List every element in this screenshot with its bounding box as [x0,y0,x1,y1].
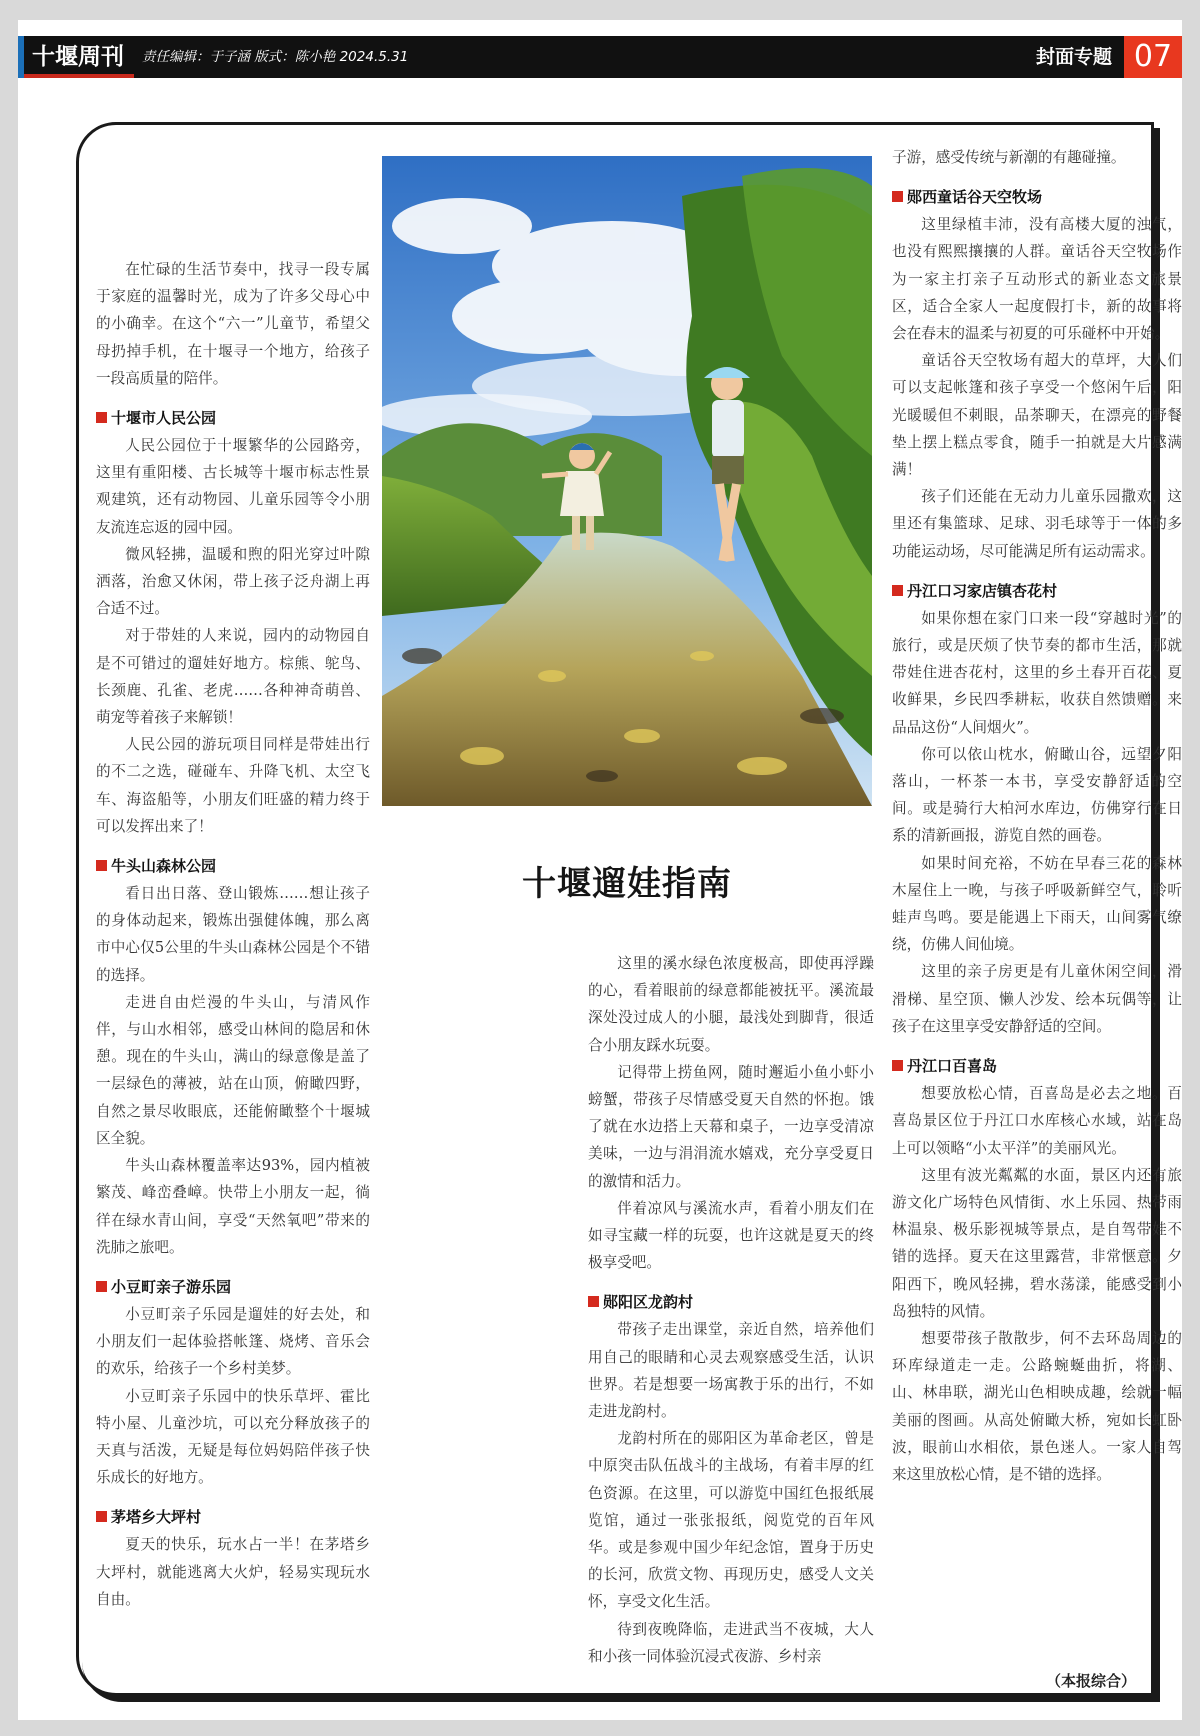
section-marker-icon [892,191,903,202]
paragraph: 看日出日落、登山锻炼……想让孩子的身体动起来，锻炼出强健体魄，那么离市中心仅5公里的牛头山森林公园是个不错的选择。 [96,885,370,984]
paragraph: 如果你想在家门口来一段“穿越时光”的旅行，或是厌烦了快节奏的都市生活，那就带娃住进杏花村，这里的乡土春开百花、夏收鲜果，乡民四季耕耘，收获自然馈赠。来品品这份“人间烟火”。 [892,609,1182,736]
page-number-badge: 07 [1124,36,1182,78]
section-heading-dapingcun: 茅塔乡大坪村 [96,1503,370,1531]
section-heading-renmin-park: 十堰市人民公园 [96,404,370,432]
column-1 [96,256,370,1613]
section-marker-icon [892,1060,903,1071]
section-heading-xinghuacun: 丹江口习家店镇杏花村 [892,577,1182,605]
section-marker-icon [96,1511,107,1522]
article-headline: 十堰遛娃指南 [522,864,732,904]
paragraph: 想要带孩子散散步，何不去环岛周边的环库绿道走一走。公路蜿蜒曲折，将湖、山、林串联，湖光山色相映成趣，绘就一幅美丽的图画。从高处俯瞰大桥，宛如长虹卧波，眼前山水相依，景色迷人。一家人自驾来这里放松心情，是不错的选择。 [892,1329,1182,1483]
paragraph: 记得带上捞鱼网，随时邂逅小鱼小虾小螃蟹，带孩子尽情感受夏天自然的怀抱。饿了就在水边搭上天幕和桌子，一边享受清凉美味，一边与涓涓流水嬉戏，充分享受夏日的激情和活力。 [588,1063,874,1190]
paragraph: 想要放松心情，百喜岛是必去之地。百喜岛景区位于丹江口水库核心水域，站在岛上可以领略“小太平洋”的美丽风光。 [892,1085,1182,1157]
section-heading-longyuncun: 郧阳区龙韵村 [588,1288,874,1316]
section-heading-tianhuagu: 郧西童话谷天空牧场 [892,183,1182,211]
editor-credits: 责任编辑：于子涵 版式：陈小艳 2024.5.31 [142,49,409,65]
section-marker-icon [96,1281,107,1292]
masthead-title: 十堰周刊 [32,43,124,70]
paragraph: 牛头山森林覆盖率达93%，园内植被繁茂、峰峦叠嶂。快带上小朋友一起，徜徉在绿水青山间，享受“天然氧吧”带来的洗肺之旅吧。 [96,1157,370,1256]
section-marker-icon [96,860,107,871]
paragraph: 对于带娃的人来说，园内的动物园自是不可错过的遛娃好地方。棕熊、鸵鸟、长颈鹿、孔雀、老虎……各种神奇萌兽、萌宠等着孩子来解锁！ [96,627,370,727]
section-heading-xiaodouting: 小豆町亲子游乐园 [96,1273,370,1301]
section-heading-niutoushan: 牛头山森林公园 [96,852,370,880]
paragraph: 伴着凉风与溪流水声，看着小朋友们在如寻宝藏一样的玩耍，也许这就是夏天的终极享受吧。 [588,1199,874,1272]
header-red-underline [24,74,134,78]
paragraph: 孩子们还能在无动力儿童乐园撒欢，这里还有集篮球、足球、羽毛球等于一体的多功能运动场，尽可能满足所有运动需求。 [892,488,1182,560]
paragraph: 人民公园的游玩项目同样是带娃出行的不二之选，碰碰车、升降飞机、太空飞车、海盗船等，小朋友们旺盛的精力终于可以发挥出来了！ [96,736,370,835]
paragraph: 待到夜晚降临，走进武当不夜城，大人和小孩一同体验沉浸式夜游、乡村亲 [588,1620,874,1665]
header-accent-bar [18,36,24,78]
paragraph: 这里的亲子房更是有儿童休闲空间，滑滑梯、星空顶、懒人沙发、绘本玩偶等，让孩子在这里享受安静舒适的空间。 [892,963,1182,1035]
section-heading-baixidao: 丹江口百喜岛 [892,1052,1182,1080]
paragraph: 人民公园位于十堰繁华的公园路旁，这里有重阳楼、古长城等十堰市标志性景观建筑，还有动物园、儿童乐园等令小朋友流连忘返的园中园。 [96,437,370,536]
section-marker-icon [588,1296,599,1307]
page-header [18,36,1182,78]
paragraph: 夏天的快乐，玩水占一半！在茅塔乡大坪村，就能逃离大火炉，轻易实现玩水自由。 [96,1536,370,1608]
paragraph: 小豆町亲子乐园是遛娃的好去处，和小朋友们一起体验搭帐篷、烧烤、音乐会的欢乐，给孩子一个乡村美梦。 [96,1305,370,1378]
paragraph: 这里的溪水绿色浓度极高，即使再浮躁的心，看着眼前的绿意都能被抚平。溪流最深处没过成人的小腿，最浅处到脚背，很适合小朋友踩水玩耍。 [588,955,874,1054]
paragraph: 这里绿植丰沛，没有高楼大厦的浊气，也没有熙熙攘攘的人群。童话谷天空牧场作为一家主打亲子互动形式的新业态文旅景区，适合全家人一起度假打卡，新的故事将会在春末的温柔与初夏的可乐碰杯中开始。 [892,216,1182,343]
continued-paragraph: 子游，感受传统与新潮的有趣碰撞。 [892,149,1126,166]
paragraph: 微风轻拂，温暖和煦的阳光穿过叶隙洒落，治愈又休闲，带上孩子泛舟湖上再合适不过。 [96,545,370,618]
section-marker-icon [96,412,107,423]
stream-photo [382,156,872,806]
paragraph: 龙韵村所在的郧阳区为革命老区，曾是中原突击队伍战斗的主战场，有着丰厚的红色资源。在这里，可以游览中国红色报纸展览馆，通过一张张报纸，阅览党的百年风华。或是参观中国少年纪念馆，置身于历史的长河，欣赏文物、再现历史，感受人文关怀，享受文化生活。 [588,1430,874,1611]
stream-illustration [382,156,872,806]
paragraph: 如果时间充裕，不妨在早春三花的森林木屋住上一晚，与孩子呼吸新鲜空气，聆听蛙声鸟鸣。要是能遇上下雨天，山间雾气缭绕，仿佛人间仙境。 [892,854,1182,954]
paragraph: 你可以依山枕水，俯瞰山谷，远望夕阳落山，一杯茶一本书，享受安静舒适的空间。或是骑行大柏河水库边，仿佛穿行在日系的清新画报，游览自然的画卷。 [892,745,1182,845]
column-2 [588,950,874,1670]
column-3 [892,144,1182,1488]
paragraph: 这里有波光粼粼的水面，景区内还有旅游文化广场特色风情街、水上乐园、热带雨林温泉、极乐影视城等景点，是自驾带娃不错的选择。夏天在这里露营，非常惬意。夕阳西下，晚风轻拂，碧水荡漾，能感受到小岛独特的风情。 [892,1166,1182,1320]
paragraph: 小豆町亲子乐园中的快乐草坪、霍比特小屋、儿童沙坑，可以充分释放孩子的天真与活泼，无疑是每位妈妈陪伴孩子快乐成长的好地方。 [96,1387,370,1487]
intro-paragraph: 在忙碌的生活节奏中，找寻一段专属于家庭的温馨时光，成为了许多父母心中的小确幸。在这个“六一”儿童节，希望父母扔掉手机，在十堰寻一个地方，给孩子一段高质量的陪伴。 [96,261,370,387]
paragraph: 童话谷天空牧场有超大的草坪，大人们可以支起帐篷和孩子享受一个悠闲午后，阳光暖暖但不刺眼，品茶聊天，在漂亮的野餐垫上摆上糕点零食，随手一拍就是大片感满满！ [892,352,1182,479]
paragraph: 带孩子走出课堂，亲近自然，培养他们用自己的眼睛和心灵去观察感受生活，认识世界。若是想要一场寓教于乐的出行，不如走进龙韵村。 [588,1321,874,1421]
section-marker-icon [892,585,903,596]
newspaper-page [18,20,1182,1720]
article-source: （本报综合） [1046,1672,1137,1690]
section-name: 封面专题 [1035,46,1112,68]
paragraph: 走进自由烂漫的牛头山，与清风作伴，与山水相邻，感受山林间的隐居和休憩。现在的牛头山，满山的绿意像是盖了一层绿色的薄被，站在山顶，俯瞰四野，自然之景尽收眼底，还能俯瞰整个十堰城区全貌。 [96,993,370,1147]
